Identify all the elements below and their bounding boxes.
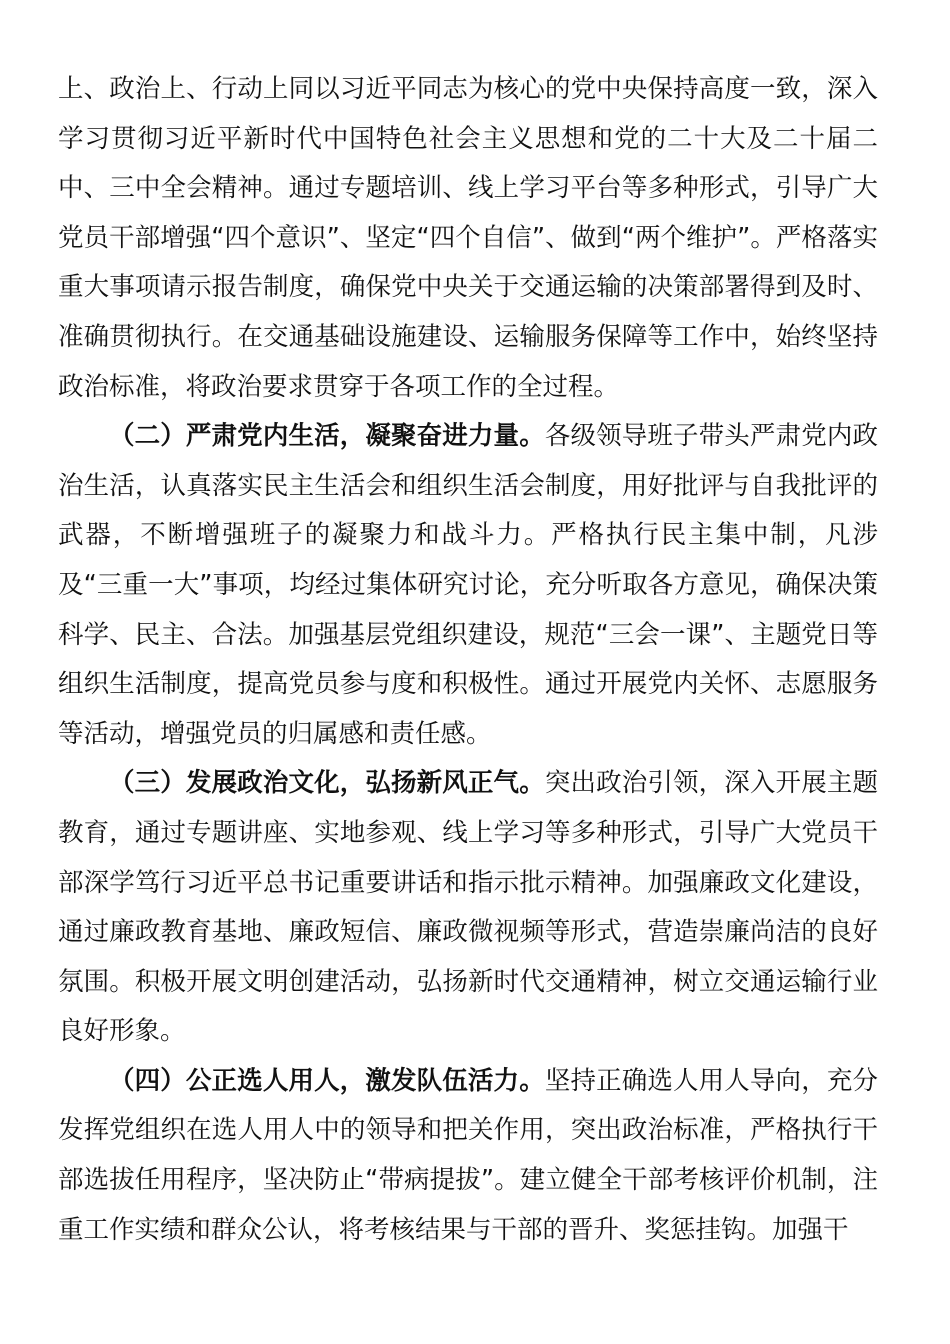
paragraph-4-heading: （四）公正选人用人，激发队伍活力。 bbox=[109, 1065, 545, 1096]
paragraph-2-heading: （二）严肃党内生活，凝聚奋进力量。 bbox=[109, 421, 545, 452]
paragraph-1 bbox=[58, 65, 878, 412]
paragraph-3 bbox=[58, 759, 878, 1057]
paragraph-3-text: 突出政治引领，深入开展主题教育，通过专题讲座、实地参观、线上学习等多种形式，引导广大党员干部深学笃行习近平总书记重要讲话和指示批示精神。加强廉政文化建设，通过廉政教育基地、廉政短信、廉政微视频等形式，营造崇廉尚洁的良好氛围。积极开展文明创建活动，弘扬新时代交通精神，树立交通运输行业良好形象。 bbox=[58, 768, 878, 1047]
paragraph-4 bbox=[58, 1057, 878, 1255]
paragraph-4-text: 坚持正确选人用人导向，充分发挥党组织在选人用人中的领导和把关作用，突出政治标准，严格执行干部选拔任用程序，坚决防止“带病提拔”。建立健全干部考核评价机制，注重工作实绩和群众公认，将考核结果与干部的晋升、奖惩挂钩。加强干 bbox=[58, 1065, 878, 1245]
paragraph-2 bbox=[58, 412, 878, 759]
paragraph-3-heading: （三）发展政治文化，弘扬新风正气。 bbox=[109, 768, 545, 799]
paragraph-1-text: 上、政治上、行动上同以习近平同志为核心的党中央保持高度一致，深入学习贯彻习近平新时代中国特色社会主义思想和党的二十大及二十届二中、三中全会精神。通过专题培训、线上学习平台等多种形式，引导广大党员干部增强“四个意识”、坚定“四个自信”、做到“两个维护”。严格落实重大事项请示报告制度，确保党中央关于交通运输的决策部署得到及时、准确贯彻执行。在交通基础设施建设、运输服务保障等工作中，始终坚持政治标准，将政治要求贯穿于各项工作的全过程。 bbox=[58, 74, 878, 402]
paragraph-2-text: 各级领导班子带头严肃党内政治生活，认真落实民主生活会和组织生活会制度，用好批评与自我批评的武器，不断增强班子的凝聚力和战斗力。严格执行民主集中制，凡涉及“三重一大”事项，均经过集体研究讨论，充分听取各方意见，确保决策科学、民主、合法。加强基层党组织建设，规范“三会一课”、主题党日等组织生活制度，提高党员参与度和积极性。通过开展党内关怀、志愿服务等活动，增强党员的归属感和责任感。 bbox=[58, 421, 878, 749]
document-body bbox=[58, 65, 878, 1255]
